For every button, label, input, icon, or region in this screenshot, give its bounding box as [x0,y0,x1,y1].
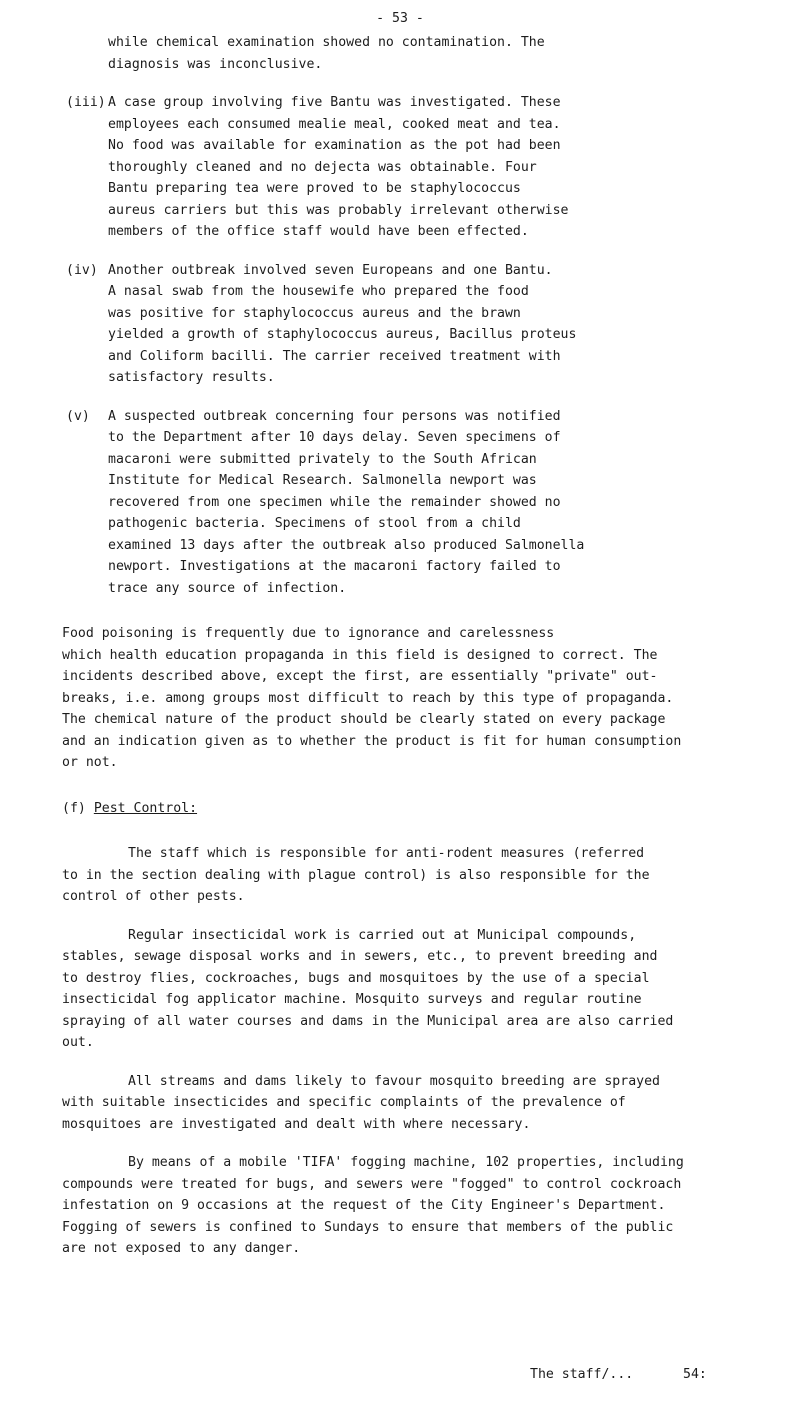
item-text-v: A suspected outbreak concerning four persons was notified to the Department after 10 days delay. Seven specimens of macaroni were submitted privately to the South African Institute for Medical Research. Salmonella newport was recovered from one specimen while the remainder showed no pathogenic bacteria. Specimens of stool from a child examined 13 days after the outbreak also produced Salmonella newport. Investigations at the macaroni factory failed to trace any source of infection. [108,408,585,596]
list-item-v [66,406,766,600]
item-label-v: (v) [66,408,90,424]
paragraph-streams: All streams and dams likely to favour mosquito breeding are sprayed with suitable insecticides and specific complaints of the prevalence of mosquitoes are investigated and dealt with where necessary. [62,1073,660,1132]
section-label: (f) [62,800,86,816]
catchword: The staff/... [530,1367,634,1382]
next-page-number: 54: [683,1367,707,1382]
paragraph-food-poisoning: Food poisoning is frequently due to ignorance and carelessness which health education propaganda in this field is designed to correct. The incidents described above, except the first, are essentially "private" out- breaks, i.e. among groups most difficult to reach by this type of propaganda. The chemical nature of the product should be clearly stated on every package and an indication given as to whether the product is fit for human consumption or not. [62,626,682,770]
paragraph-staff: The staff which is responsible for anti-rodent measures (referred to in the section dealing with plague control) is also responsible for the control of other pests. [62,846,650,904]
item-text-iii: A case group involving five Bantu was investigated. These employees each consumed mealie meal, cooked meat and tea. No food was available for examination as the pot had been thoroughly cleaned and no dejecta was obtainable. Four Bantu preparing tea were proved to be staphylococcus aureus carriers but this was probably irrelevant otherwise members of the office staff would have been effected. [108,95,569,239]
item-text-iv: Another outbreak involved seven Europeans and one Bantu. A nasal swab from the housewife who prepared the food was positive for staphylococcus aureus and the brawn yielded a growth of staphylococcus aureus, Bacillus proteus and Coliform bacilli. The carrier received treatment with satisfactory results. [108,262,577,385]
page-number: - 53 - [376,11,424,26]
paragraph-regular: Regular insecticidal work is carried out at Municipal compounds, stables, sewage disposal works and in sewers, etc., to prevent breeding and to destroy flies, cockroaches, bugs and mosquitoes by the use of a special insecticidal fog applicator machine. Mosquito surveys and regular routine spraying of all water courses and dams in the Municipal area are also carried out. [62,927,674,1050]
item-label-iv: (iv) [66,262,98,278]
item-label-iii: (iii) [66,95,106,110]
paragraph-continued: while chemical examination showed no contamination. The diagnosis was inconclusive. [108,35,545,72]
list-item-iv [66,260,766,389]
page-body [62,32,766,1260]
list-item-iii [66,92,766,243]
paragraph-tifa: By means of a mobile 'TIFA' fogging machine, 102 properties, including compounds were treated for bugs, and sewers were "fogged" to control cockroach infestation on 9 occasions at the request of the City Engineer's Department. Fogging of sewers is confined to Sundays to ensure that members of the public are not exposed to any danger. [62,1155,684,1256]
section-heading-pest-control [62,798,766,820]
section-title: Pest Control: [93,800,198,816]
